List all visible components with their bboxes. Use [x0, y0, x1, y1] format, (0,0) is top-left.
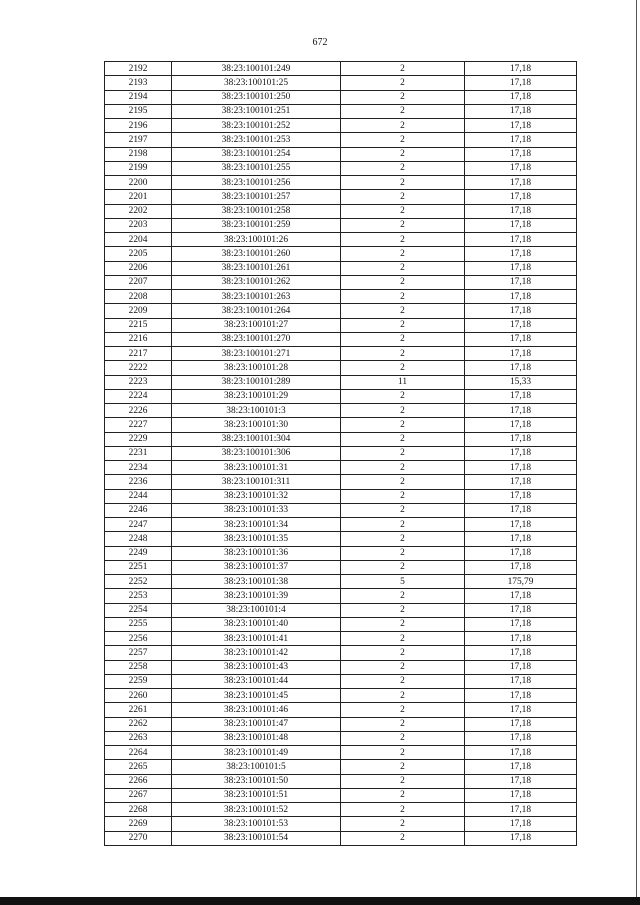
row-number-cell: 2254: [105, 603, 172, 617]
row-number-cell: 2253: [105, 589, 172, 603]
row-number-cell: 2231: [105, 446, 172, 460]
table-row: [105, 119, 577, 133]
row-number-cell: 2265: [105, 760, 172, 774]
cadastral-number-cell: 38:23:100101:50: [172, 774, 341, 788]
value-cell: 17,18: [465, 532, 577, 546]
quantity-cell: 2: [341, 218, 465, 232]
cadastral-number-cell: 38:23:100101:262: [172, 275, 341, 289]
value-cell: 17,18: [465, 318, 577, 332]
row-number-cell: 2224: [105, 389, 172, 403]
scan-edge-line: [636, 0, 637, 900]
table-row: [105, 703, 577, 717]
row-number-cell: 2217: [105, 347, 172, 361]
value-cell: 17,18: [465, 119, 577, 133]
cadastral-number-cell: 38:23:100101:5: [172, 760, 341, 774]
table-row: [105, 475, 577, 489]
row-number-cell: 2259: [105, 674, 172, 688]
quantity-cell: 2: [341, 503, 465, 517]
value-cell: 17,18: [465, 76, 577, 90]
quantity-cell: 2: [341, 290, 465, 304]
value-cell: 17,18: [465, 361, 577, 375]
cadastral-number-cell: 38:23:100101:44: [172, 674, 341, 688]
value-cell: 15,33: [465, 375, 577, 389]
table-row: [105, 76, 577, 90]
value-cell: 17,18: [465, 617, 577, 631]
quantity-cell: 2: [341, 788, 465, 802]
quantity-cell: 2: [341, 190, 465, 204]
quantity-cell: 2: [341, 831, 465, 845]
row-number-cell: 2223: [105, 375, 172, 389]
row-number-cell: 2264: [105, 746, 172, 760]
quantity-cell: 2: [341, 76, 465, 90]
table-row: [105, 817, 577, 831]
row-number-cell: 2247: [105, 518, 172, 532]
cadastral-number-cell: 38:23:100101:270: [172, 332, 341, 346]
cadastral-number-cell: 38:23:100101:261: [172, 261, 341, 275]
cadastral-number-cell: 38:23:100101:252: [172, 119, 341, 133]
table-row: [105, 318, 577, 332]
cadastral-number-cell: 38:23:100101:34: [172, 518, 341, 532]
quantity-cell: 2: [341, 432, 465, 446]
value-cell: 17,18: [465, 332, 577, 346]
cadastral-number-cell: 38:23:100101:254: [172, 147, 341, 161]
cadastral-number-cell: 38:23:100101:42: [172, 646, 341, 660]
table-row: [105, 133, 577, 147]
cadastral-number-cell: 38:23:100101:45: [172, 689, 341, 703]
quantity-cell: 2: [341, 603, 465, 617]
value-cell: 17,18: [465, 461, 577, 475]
value-cell: 17,18: [465, 432, 577, 446]
quantity-cell: 2: [341, 104, 465, 118]
value-cell: 17,18: [465, 518, 577, 532]
table-row: [105, 275, 577, 289]
row-number-cell: 2205: [105, 247, 172, 261]
cadastral-number-cell: 38:23:100101:259: [172, 218, 341, 232]
table-row: [105, 603, 577, 617]
value-cell: 17,18: [465, 660, 577, 674]
row-number-cell: 2207: [105, 275, 172, 289]
table-row: [105, 361, 577, 375]
value-cell: 17,18: [465, 304, 577, 318]
row-number-cell: 2199: [105, 161, 172, 175]
value-cell: 17,18: [465, 446, 577, 460]
cadastral-number-cell: 38:23:100101:304: [172, 432, 341, 446]
value-cell: 17,18: [465, 646, 577, 660]
quantity-cell: 2: [341, 646, 465, 660]
value-cell: 17,18: [465, 418, 577, 432]
table-row: [105, 233, 577, 247]
row-number-cell: 2255: [105, 617, 172, 631]
quantity-cell: 2: [341, 475, 465, 489]
value-cell: 17,18: [465, 774, 577, 788]
value-cell: 17,18: [465, 233, 577, 247]
row-number-cell: 2202: [105, 204, 172, 218]
row-number-cell: 2206: [105, 261, 172, 275]
quantity-cell: 2: [341, 617, 465, 631]
quantity-cell: 2: [341, 703, 465, 717]
table-row: [105, 788, 577, 802]
row-number-cell: 2251: [105, 560, 172, 574]
table-row: [105, 176, 577, 190]
table-row: [105, 803, 577, 817]
value-cell: 17,18: [465, 632, 577, 646]
row-number-cell: 2263: [105, 731, 172, 745]
table-row: [105, 489, 577, 503]
quantity-cell: 5: [341, 575, 465, 589]
quantity-cell: 2: [341, 347, 465, 361]
row-number-cell: 2195: [105, 104, 172, 118]
cadastral-number-cell: 38:23:100101:25: [172, 76, 341, 90]
table-row: [105, 589, 577, 603]
quantity-cell: 2: [341, 518, 465, 532]
quantity-cell: 2: [341, 389, 465, 403]
table-row: [105, 261, 577, 275]
table-row: [105, 660, 577, 674]
cadastral-number-cell: 38:23:100101:31: [172, 461, 341, 475]
cadastral-number-cell: 38:23:100101:250: [172, 90, 341, 104]
table-row: [105, 503, 577, 517]
value-cell: 17,18: [465, 275, 577, 289]
value-cell: 175,79: [465, 575, 577, 589]
table-row: [105, 632, 577, 646]
table-row: [105, 147, 577, 161]
value-cell: 17,18: [465, 389, 577, 403]
value-cell: 17,18: [465, 689, 577, 703]
table-row: [105, 446, 577, 460]
row-number-cell: 2226: [105, 404, 172, 418]
row-number-cell: 2268: [105, 803, 172, 817]
quantity-cell: 2: [341, 332, 465, 346]
quantity-cell: 2: [341, 361, 465, 375]
quantity-cell: 2: [341, 689, 465, 703]
quantity-cell: 2: [341, 133, 465, 147]
table-row: [105, 774, 577, 788]
cadastral-number-cell: 38:23:100101:257: [172, 190, 341, 204]
value-cell: 17,18: [465, 176, 577, 190]
row-number-cell: 2229: [105, 432, 172, 446]
table-row: [105, 404, 577, 418]
cadastral-number-cell: 38:23:100101:33: [172, 503, 341, 517]
cadastral-number-cell: 38:23:100101:54: [172, 831, 341, 845]
cadastral-number-cell: 38:23:100101:306: [172, 446, 341, 460]
table-row: [105, 518, 577, 532]
value-cell: 17,18: [465, 731, 577, 745]
row-number-cell: 2258: [105, 660, 172, 674]
row-number-cell: 2236: [105, 475, 172, 489]
quantity-cell: 2: [341, 204, 465, 218]
cadastral-number-cell: 38:23:100101:46: [172, 703, 341, 717]
page-number: 672: [312, 37, 328, 48]
cadastral-number-cell: 38:23:100101:27: [172, 318, 341, 332]
cadastral-number-cell: 38:23:100101:289: [172, 375, 341, 389]
quantity-cell: 2: [341, 717, 465, 731]
cadastral-number-cell: 38:23:100101:32: [172, 489, 341, 503]
table-row: [105, 689, 577, 703]
quantity-cell: 2: [341, 546, 465, 560]
cadastral-number-cell: 38:23:100101:311: [172, 475, 341, 489]
row-number-cell: 2234: [105, 461, 172, 475]
table-row: [105, 190, 577, 204]
row-number-cell: 2203: [105, 218, 172, 232]
value-cell: 17,18: [465, 218, 577, 232]
table-row: [105, 332, 577, 346]
registry-table-body: [105, 62, 577, 846]
row-number-cell: 2197: [105, 133, 172, 147]
quantity-cell: 2: [341, 261, 465, 275]
row-number-cell: 2257: [105, 646, 172, 660]
value-cell: 17,18: [465, 674, 577, 688]
cadastral-number-cell: 38:23:100101:30: [172, 418, 341, 432]
value-cell: 17,18: [465, 817, 577, 831]
value-cell: 17,18: [465, 147, 577, 161]
row-number-cell: 2269: [105, 817, 172, 831]
quantity-cell: 2: [341, 318, 465, 332]
quantity-cell: 2: [341, 404, 465, 418]
value-cell: 17,18: [465, 746, 577, 760]
quantity-cell: 2: [341, 731, 465, 745]
value-cell: 17,18: [465, 190, 577, 204]
row-number-cell: 2216: [105, 332, 172, 346]
table-row: [105, 432, 577, 446]
cadastral-number-cell: 38:23:100101:26: [172, 233, 341, 247]
cadastral-number-cell: 38:23:100101:35: [172, 532, 341, 546]
value-cell: 17,18: [465, 831, 577, 845]
quantity-cell: 2: [341, 90, 465, 104]
cadastral-number-cell: 38:23:100101:255: [172, 161, 341, 175]
row-number-cell: 2194: [105, 90, 172, 104]
quantity-cell: 2: [341, 275, 465, 289]
cadastral-number-cell: 38:23:100101:249: [172, 62, 341, 76]
table-row: [105, 375, 577, 389]
row-number-cell: 2227: [105, 418, 172, 432]
value-cell: 17,18: [465, 603, 577, 617]
quantity-cell: 2: [341, 632, 465, 646]
quantity-cell: 2: [341, 461, 465, 475]
value-cell: 17,18: [465, 475, 577, 489]
table-row: [105, 717, 577, 731]
table-row: [105, 90, 577, 104]
row-number-cell: 2270: [105, 831, 172, 845]
table-row: [105, 674, 577, 688]
row-number-cell: 2193: [105, 76, 172, 90]
table-row: [105, 731, 577, 745]
table-row: [105, 161, 577, 175]
quantity-cell: 2: [341, 589, 465, 603]
cadastral-number-cell: 38:23:100101:37: [172, 560, 341, 574]
cadastral-number-cell: 38:23:100101:29: [172, 389, 341, 403]
row-number-cell: 2200: [105, 176, 172, 190]
table-row: [105, 204, 577, 218]
cadastral-number-cell: 38:23:100101:263: [172, 290, 341, 304]
table-row: [105, 575, 577, 589]
value-cell: 17,18: [465, 247, 577, 261]
row-number-cell: 2196: [105, 119, 172, 133]
quantity-cell: 2: [341, 817, 465, 831]
table-row: [105, 347, 577, 361]
table-row: [105, 389, 577, 403]
quantity-cell: 2: [341, 446, 465, 460]
quantity-cell: 2: [341, 803, 465, 817]
cadastral-number-cell: 38:23:100101:40: [172, 617, 341, 631]
value-cell: 17,18: [465, 788, 577, 802]
quantity-cell: 2: [341, 532, 465, 546]
cadastral-number-cell: 38:23:100101:41: [172, 632, 341, 646]
table-row: [105, 546, 577, 560]
cadastral-number-cell: 38:23:100101:253: [172, 133, 341, 147]
cadastral-number-cell: 38:23:100101:256: [172, 176, 341, 190]
table-row: [105, 304, 577, 318]
value-cell: 17,18: [465, 90, 577, 104]
row-number-cell: 2256: [105, 632, 172, 646]
row-number-cell: 2262: [105, 717, 172, 731]
quantity-cell: 2: [341, 746, 465, 760]
quantity-cell: 2: [341, 674, 465, 688]
cadastral-number-cell: 38:23:100101:39: [172, 589, 341, 603]
table-row: [105, 532, 577, 546]
row-number-cell: 2204: [105, 233, 172, 247]
value-cell: 17,18: [465, 717, 577, 731]
cadastral-number-cell: 38:23:100101:47: [172, 717, 341, 731]
row-number-cell: 2249: [105, 546, 172, 560]
row-number-cell: 2198: [105, 147, 172, 161]
value-cell: 17,18: [465, 62, 577, 76]
value-cell: 17,18: [465, 261, 577, 275]
quantity-cell: 2: [341, 161, 465, 175]
value-cell: 17,18: [465, 546, 577, 560]
cadastral-number-cell: 38:23:100101:260: [172, 247, 341, 261]
table-row: [105, 418, 577, 432]
cadastral-number-cell: 38:23:100101:258: [172, 204, 341, 218]
row-number-cell: 2244: [105, 489, 172, 503]
row-number-cell: 2260: [105, 689, 172, 703]
value-cell: 17,18: [465, 204, 577, 218]
value-cell: 17,18: [465, 347, 577, 361]
table-row: [105, 247, 577, 261]
cadastral-number-cell: 38:23:100101:48: [172, 731, 341, 745]
table-row: [105, 290, 577, 304]
quantity-cell: 2: [341, 660, 465, 674]
table-row: [105, 746, 577, 760]
value-cell: 17,18: [465, 703, 577, 717]
quantity-cell: 11: [341, 375, 465, 389]
value-cell: 17,18: [465, 503, 577, 517]
quantity-cell: 2: [341, 62, 465, 76]
quantity-cell: 2: [341, 489, 465, 503]
quantity-cell: 2: [341, 304, 465, 318]
row-number-cell: 2246: [105, 503, 172, 517]
cadastral-number-cell: 38:23:100101:38: [172, 575, 341, 589]
table-row: [105, 62, 577, 76]
row-number-cell: 2248: [105, 532, 172, 546]
value-cell: 17,18: [465, 104, 577, 118]
cadastral-number-cell: 38:23:100101:271: [172, 347, 341, 361]
cadastral-number-cell: 38:23:100101:52: [172, 803, 341, 817]
quantity-cell: 2: [341, 418, 465, 432]
cadastral-number-cell: 38:23:100101:264: [172, 304, 341, 318]
cadastral-number-cell: 38:23:100101:43: [172, 660, 341, 674]
value-cell: 17,18: [465, 290, 577, 304]
row-number-cell: 2215: [105, 318, 172, 332]
table-row: [105, 646, 577, 660]
value-cell: 17,18: [465, 161, 577, 175]
row-number-cell: 2192: [105, 62, 172, 76]
value-cell: 17,18: [465, 489, 577, 503]
quantity-cell: 2: [341, 247, 465, 261]
value-cell: 17,18: [465, 760, 577, 774]
quantity-cell: 2: [341, 147, 465, 161]
value-cell: 17,18: [465, 803, 577, 817]
cadastral-number-cell: 38:23:100101:53: [172, 817, 341, 831]
cadastral-number-cell: 38:23:100101:251: [172, 104, 341, 118]
value-cell: 17,18: [465, 404, 577, 418]
row-number-cell: 2222: [105, 361, 172, 375]
cadastral-number-cell: 38:23:100101:3: [172, 404, 341, 418]
value-cell: 17,18: [465, 589, 577, 603]
quantity-cell: 2: [341, 774, 465, 788]
table-row: [105, 617, 577, 631]
quantity-cell: 2: [341, 760, 465, 774]
quantity-cell: 2: [341, 119, 465, 133]
cadastral-number-cell: 38:23:100101:28: [172, 361, 341, 375]
scan-bottom-edge: [0, 897, 640, 905]
row-number-cell: 2261: [105, 703, 172, 717]
row-number-cell: 2267: [105, 788, 172, 802]
table-row: [105, 831, 577, 845]
quantity-cell: 2: [341, 233, 465, 247]
table-row: [105, 760, 577, 774]
quantity-cell: 2: [341, 560, 465, 574]
value-cell: 17,18: [465, 560, 577, 574]
table-row: [105, 461, 577, 475]
row-number-cell: 2266: [105, 774, 172, 788]
cadastral-number-cell: 38:23:100101:49: [172, 746, 341, 760]
cadastral-number-cell: 38:23:100101:36: [172, 546, 341, 560]
cadastral-number-cell: 38:23:100101:51: [172, 788, 341, 802]
value-cell: 17,18: [465, 133, 577, 147]
row-number-cell: 2201: [105, 190, 172, 204]
row-number-cell: 2252: [105, 575, 172, 589]
table-row: [105, 218, 577, 232]
table-row: [105, 560, 577, 574]
registry-table: [104, 61, 577, 846]
row-number-cell: 2208: [105, 290, 172, 304]
cadastral-number-cell: 38:23:100101:4: [172, 603, 341, 617]
quantity-cell: 2: [341, 176, 465, 190]
table-row: [105, 104, 577, 118]
row-number-cell: 2209: [105, 304, 172, 318]
